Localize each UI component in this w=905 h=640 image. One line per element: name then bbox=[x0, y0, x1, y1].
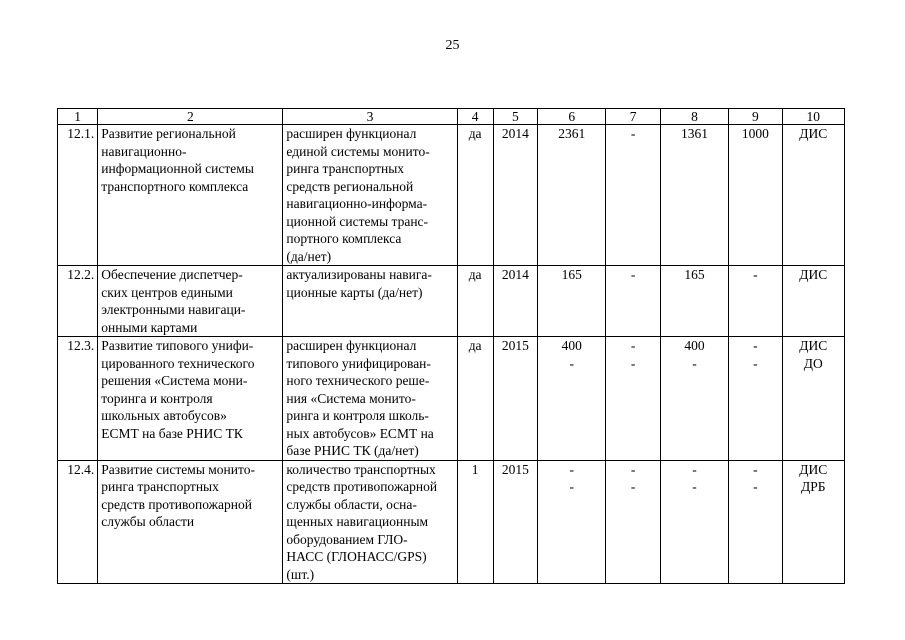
executor-cell: ДИС ДРБ bbox=[782, 460, 844, 584]
value-cell: да bbox=[457, 266, 493, 337]
col9-cell: - - bbox=[729, 460, 782, 584]
col8-cell: 400 - bbox=[660, 337, 728, 461]
header-col-10: 10 bbox=[782, 109, 844, 125]
year-cell: 2014 bbox=[493, 125, 537, 266]
indicator-cell: расширен функционал типового унифицирован- ного технического реше- ния «Система монито- ринга и контроля школь- ных автобусов» ЕСМТ на базе РНИС ТК (да/нет) bbox=[283, 337, 457, 461]
col7-cell: - - bbox=[606, 337, 660, 461]
executor-cell: ДИС bbox=[782, 125, 844, 266]
col9-cell: - - bbox=[729, 337, 782, 461]
activity-cell: Развитие типового унифи- цированного технического решения «Система мони- торинга и контроля школьных автобусов» ЕСМТ на базе РНИС ТК bbox=[98, 337, 283, 461]
value-cell: 1 bbox=[457, 460, 493, 584]
table-row bbox=[58, 460, 845, 584]
year-cell: 2015 bbox=[493, 460, 537, 584]
col7-cell: - - bbox=[606, 460, 660, 584]
header-col-5: 5 bbox=[493, 109, 537, 125]
table-row bbox=[58, 266, 845, 337]
value-cell: да bbox=[457, 337, 493, 461]
header-col-7: 7 bbox=[606, 109, 660, 125]
activity-cell: Обеспечение диспетчер- ских центров едиными электронными навигаци- онными картами bbox=[98, 266, 283, 337]
header-col-8: 8 bbox=[660, 109, 728, 125]
table-row bbox=[58, 125, 845, 266]
indicator-cell: количество транспортных средств противопожарной службы области, осна- щенных навигационным оборудованием ГЛО- НАСС (ГЛОНАСС/GPS) (шт.) bbox=[283, 460, 457, 584]
year-cell: 2014 bbox=[493, 266, 537, 337]
row-number: 12.3. bbox=[58, 337, 98, 461]
row-number: 12.4. bbox=[58, 460, 98, 584]
table-row bbox=[58, 337, 845, 461]
indicator-cell: актуализированы навига- ционные карты (да/нет) bbox=[283, 266, 457, 337]
year-cell: 2015 bbox=[493, 337, 537, 461]
header-row bbox=[58, 109, 845, 125]
header-col-1: 1 bbox=[58, 109, 98, 125]
header-col-2: 2 bbox=[98, 109, 283, 125]
row-number: 12.2. bbox=[58, 266, 98, 337]
indicator-cell: расширен функционал единой системы монито- ринга транспортных средств региональной навигационно-информа- ционной системы транс- портного комплекса (да/нет) bbox=[283, 125, 457, 266]
executor-cell: ДИС ДО bbox=[782, 337, 844, 461]
header-col-4: 4 bbox=[457, 109, 493, 125]
col9-cell: 1000 bbox=[729, 125, 782, 266]
col6-cell: 400 - bbox=[538, 337, 606, 461]
page-number: 25 bbox=[445, 38, 460, 53]
header-col-3: 3 bbox=[283, 109, 457, 125]
col8-cell: 1361 bbox=[660, 125, 728, 266]
col6-cell: - - bbox=[538, 460, 606, 584]
program-table bbox=[57, 108, 845, 584]
col7-cell: - bbox=[606, 266, 660, 337]
value-cell: да bbox=[457, 125, 493, 266]
col7-cell: - bbox=[606, 125, 660, 266]
activity-cell: Развитие региональной навигационно- информационной системы транспортного комплекса bbox=[98, 125, 283, 266]
col9-cell: - bbox=[729, 266, 782, 337]
col8-cell: - - bbox=[660, 460, 728, 584]
col6-cell: 2361 bbox=[538, 125, 606, 266]
header-col-9: 9 bbox=[729, 109, 782, 125]
row-number: 12.1. bbox=[58, 125, 98, 266]
header-col-6: 6 bbox=[538, 109, 606, 125]
executor-cell: ДИС bbox=[782, 266, 844, 337]
activity-cell: Развитие системы монито- ринга транспортных средств противопожарной службы области bbox=[98, 460, 283, 584]
col8-cell: 165 bbox=[660, 266, 728, 337]
col6-cell: 165 bbox=[538, 266, 606, 337]
